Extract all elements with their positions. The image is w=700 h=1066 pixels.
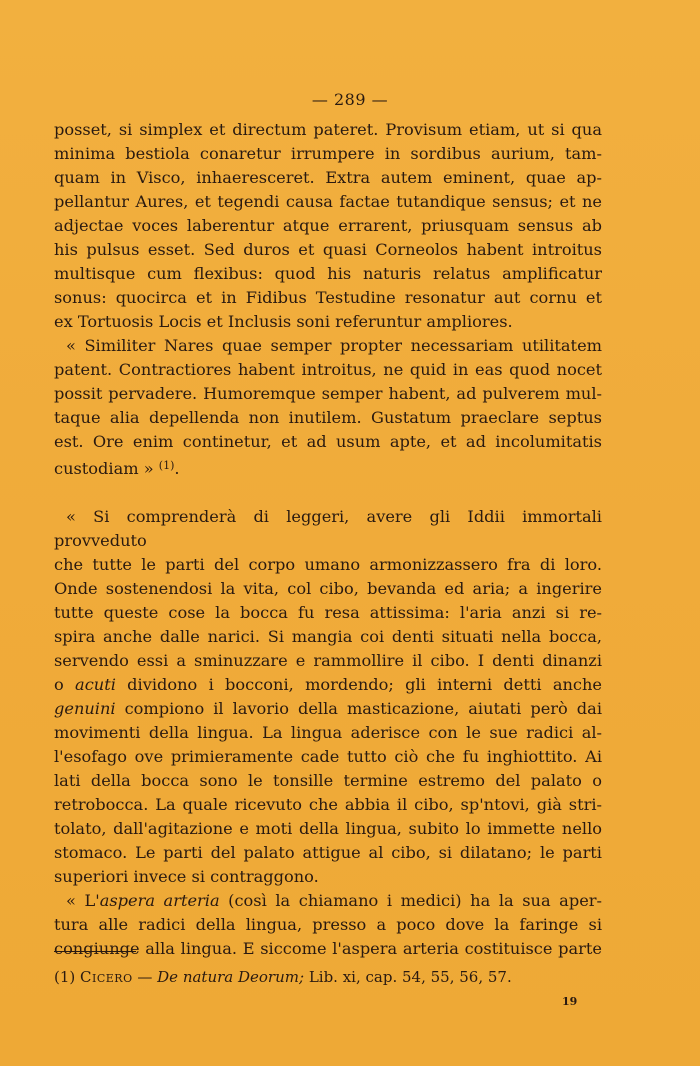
text-line: « Si comprenderà di leggeri, avere gli Iddii immortali provveduto (54, 507, 602, 550)
text-line: ex Tortuosis Locis et Inclusis soni referuntur ampliores. (54, 312, 513, 331)
text-line: l'esofago ove primieramente cade tutto ciò che fu inghiottito. Ai (54, 747, 602, 766)
text-line: quam in Visco, inhaeresceret. Extra autem eminent, quae ap- (54, 168, 602, 187)
footnote (54, 967, 614, 987)
footnote-title: De natura Deorum; (157, 968, 305, 986)
text-line: multisque cum flexibus: quod his naturis relatus amplificatur (54, 264, 602, 283)
footnote-marker: (1) (54, 968, 76, 986)
footnote-dash: — (132, 968, 158, 986)
text-line: minima bestiola conaretur irrumpere in sordibus aurium, tam- (54, 144, 602, 163)
text-fragment: (così la chiamano i medici) ha la sua aper- (219, 891, 602, 910)
text-line: his pulsus esset. Sed duros et quasi Corneolos habent introitus (54, 240, 602, 259)
text-line: « Similiter Nares quae semper propter necessariam utilitatem (66, 336, 602, 355)
text-line: stomaco. Le parti del palato attigue al cibo, si dilatano; le parti (54, 843, 602, 862)
footnote-divider (54, 951, 136, 952)
text-line: sonus: quocirca et in Fidibus Testudine resonatur aut cornu et (54, 288, 602, 307)
text-line: movimenti della lingua. La lingua aderisce con le sue radici al- (54, 723, 602, 742)
text-line: pellantur Aures, et tegendi causa factae tutandique sensus; et ne (54, 192, 602, 211)
text-line: adjectae voces laberentur atque errarent, priusquam sensus ab (54, 216, 602, 235)
text-line: possit pervadere. Humoremque semper habent, ad pulverem mul- (54, 384, 602, 403)
text-line: servendo essi a sminuzzare e rammollire il cibo. I denti dinanzi (54, 651, 602, 670)
text-line: taque alia depellenda non inutilem. Gustatum praeclare septus (54, 408, 602, 427)
footnote-reference-detail: Lib. xi, cap. 54, 55, 56, 57. (304, 968, 512, 986)
italic-term: aspera arteria (99, 891, 220, 910)
text-line: patent. Contractiores habent introitus, ne quid in eas quod nocet (54, 360, 602, 379)
text-line: retrobocca. La quale ricevuto che abbia il cibo, sp'ntovi, già stri- (54, 795, 602, 814)
text-line (54, 697, 602, 721)
text-line (54, 889, 602, 913)
text-line: spira anche dalle narici. Si mangia coi denti situati nella bocca, (54, 627, 602, 646)
text-line: lati della bocca sono le tonsille termine estremo del palato o (54, 771, 602, 790)
text-line: che tutte le parti del corpo umano armonizzassero fra di loro. (54, 555, 602, 574)
text-fragment: custodiam » (54, 459, 154, 478)
text-fragment: . (174, 459, 180, 478)
text-line: congiunge alla lingua. E siccome l'aspera arteria costituisce parte (54, 939, 602, 958)
text-line: superiori invece si contraggono. (54, 867, 319, 886)
italian-translation (54, 505, 602, 961)
text-line: est. Ore enim continetur, et ad usum apte, et ad incolumitatis (54, 432, 602, 451)
text-line: tutte queste cose la bocca fu resa attissima: l'aria anzi si re- (54, 603, 602, 622)
signature-mark: 19 (562, 995, 578, 1008)
text-fragment: « L' (66, 891, 100, 910)
text-line: tolato, dall'agitazione e moti della lingua, subito lo immette nello (54, 819, 602, 838)
footnote-reference[interactable]: (1) (158, 459, 175, 472)
text-line: tura alle radici della lingua, presso a poco dove la faringe si (54, 915, 602, 934)
text-fragment: dividono i bocconi, mordendo; gli interni detti anche (115, 675, 602, 694)
text-line (54, 673, 602, 697)
italic-term: acuti (75, 675, 116, 694)
italic-term: genuini (54, 699, 116, 718)
text-fragment: compiono il lavorio della masticazione, aiutati però dai (115, 699, 602, 718)
page-number: — 289 — (311, 90, 389, 109)
text-line: posset, si simplex et directum pateret. Provisum etiam, ut si qua (54, 120, 602, 139)
footnote-author: Cicero (80, 968, 133, 986)
text-fragment: o (54, 675, 76, 694)
latin-quotation (54, 118, 602, 481)
text-line: Onde sostenendosi la vita, col cibo, bevanda ed aria; a ingerire (54, 579, 602, 598)
text-line (54, 454, 602, 481)
